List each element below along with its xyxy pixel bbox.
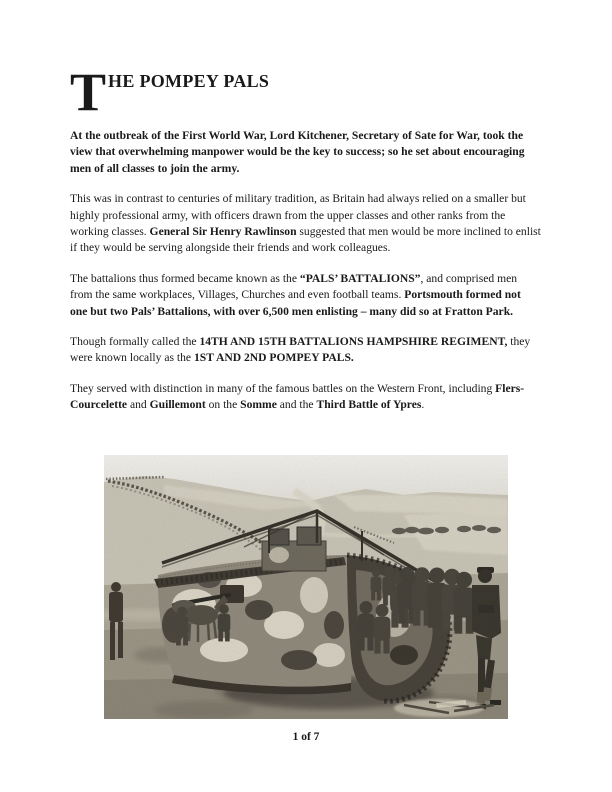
text-run: Portsmouth formed not one but two Pals’ Battalions, with over 6,500 men enlisting – many did so at Fratton Park.	[70, 288, 521, 318]
text-run: At the outbreak of the First World War, Lord Kitchener, Secretary of Sate for War, took the view that overwhelming manpower would be the key to success; so he set about encouraging men of all classes to join the army.	[70, 129, 525, 175]
text-run: This was in contrast to centuries of military tradition, as Britain had always relied on a smaller but highly professional army, with officers drawn from the upper classes and other ranks from the working classes.	[70, 192, 526, 239]
paragraph-pals-battalions	[70, 271, 541, 320]
text-run: “PALS’ BATTALIONS”	[299, 271, 421, 285]
text-run: , and comprised men from the same workplaces, Villages, Churches and even football teams.	[70, 271, 518, 302]
text-run: they were known locally as the	[70, 335, 531, 365]
document-content	[70, 62, 541, 428]
text-run: The battalions thus formed became known as the	[70, 271, 300, 285]
text-run: .	[421, 398, 425, 412]
text-run: suggested that men would be more inclined to enlist if they would be serving alongside their friends and work colleagues.	[70, 225, 541, 255]
text-run: on the	[205, 398, 241, 412]
page-number: 1 of 7	[292, 731, 320, 743]
page-title	[70, 62, 541, 122]
text-run: and the	[276, 398, 317, 412]
title-dropcap: T	[70, 62, 106, 122]
text-run: Third Battle of Ypres	[316, 398, 422, 412]
tank-photo	[104, 455, 508, 719]
text-run: Though formally called the	[70, 335, 200, 349]
text-run: Somme	[240, 398, 277, 412]
title-text: HE POMPEY PALS	[108, 71, 270, 91]
photo-grain	[104, 455, 508, 719]
paragraph-regiment	[70, 334, 541, 367]
paragraph-rawlinson	[70, 191, 541, 257]
text-run: Guillemont	[149, 398, 206, 412]
tank-photo-illustration	[104, 455, 508, 719]
paragraph-kitchener	[70, 128, 541, 177]
text-run: 14TH AND 15TH BATTALIONS HAMPSHIRE REGIMENT,	[199, 335, 508, 349]
text-run: General Sir Henry Rawlinson	[149, 225, 297, 239]
text-run: Flers-Courcelette	[70, 381, 525, 412]
text-run: and	[127, 398, 150, 412]
text-run: They served with distinction in many of the famous battles on the Western Front, including	[70, 381, 496, 395]
paragraph-battles	[70, 381, 541, 414]
text-run: 1ST AND 2ND POMPEY PALS.	[193, 351, 354, 365]
